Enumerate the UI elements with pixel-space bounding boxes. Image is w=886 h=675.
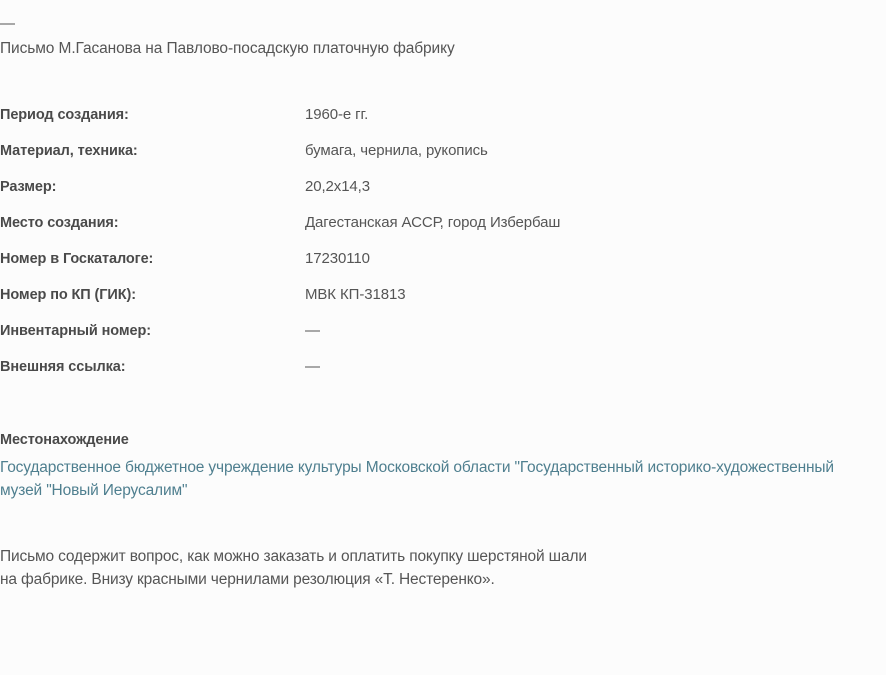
property-value: 17230110 [305, 250, 370, 267]
property-value: 1960-е гг. [305, 106, 369, 123]
property-label: Номер по КП (ГИК): [0, 287, 136, 303]
property-value: МВК КП-31813 [305, 286, 406, 303]
property-label: Место создания: [0, 215, 119, 231]
property-row-size [0, 176, 886, 212]
property-value: — [305, 358, 320, 375]
property-label: Инвентарный номер: [0, 323, 151, 339]
property-row-external-link [0, 356, 886, 392]
property-label: Период создания: [0, 107, 129, 123]
page-title: Письмо М.Гасанова на Павлово-посадскую платочную фабрику [0, 40, 455, 57]
property-row-goscatalog [0, 248, 886, 284]
property-label: Номер в Госкаталоге: [0, 251, 154, 267]
property-value: — [305, 322, 320, 339]
property-label: Материал, техника: [0, 143, 138, 159]
title-dash: — [0, 15, 15, 32]
property-row-kp [0, 284, 886, 320]
property-row-place [0, 212, 886, 248]
property-row-material [0, 140, 886, 176]
property-value: бумага, чернила, рукопись [305, 142, 488, 159]
property-value: 20,2x14,3 [305, 178, 370, 195]
property-value: Дагестанская АССР, город Избербаш [305, 214, 561, 231]
museum-link[interactable]: Государственное бюджетное учреждение культуры Московской области "Государственный историко-художественный музей "Новый Иерусалим" [0, 459, 834, 499]
description-text: Письмо содержит вопрос, как можно заказать и оплатить покупку шерстяной шали на фабрике. Внизу красными чернилами резолюция «Т. Нестеренко». [0, 548, 587, 588]
property-label: Размер: [0, 179, 57, 195]
property-label: Внешняя ссылка: [0, 359, 126, 375]
properties-list [0, 104, 886, 392]
location-heading: Местонахождение [0, 432, 129, 448]
property-row-period [0, 104, 886, 140]
property-row-inventory [0, 320, 886, 356]
